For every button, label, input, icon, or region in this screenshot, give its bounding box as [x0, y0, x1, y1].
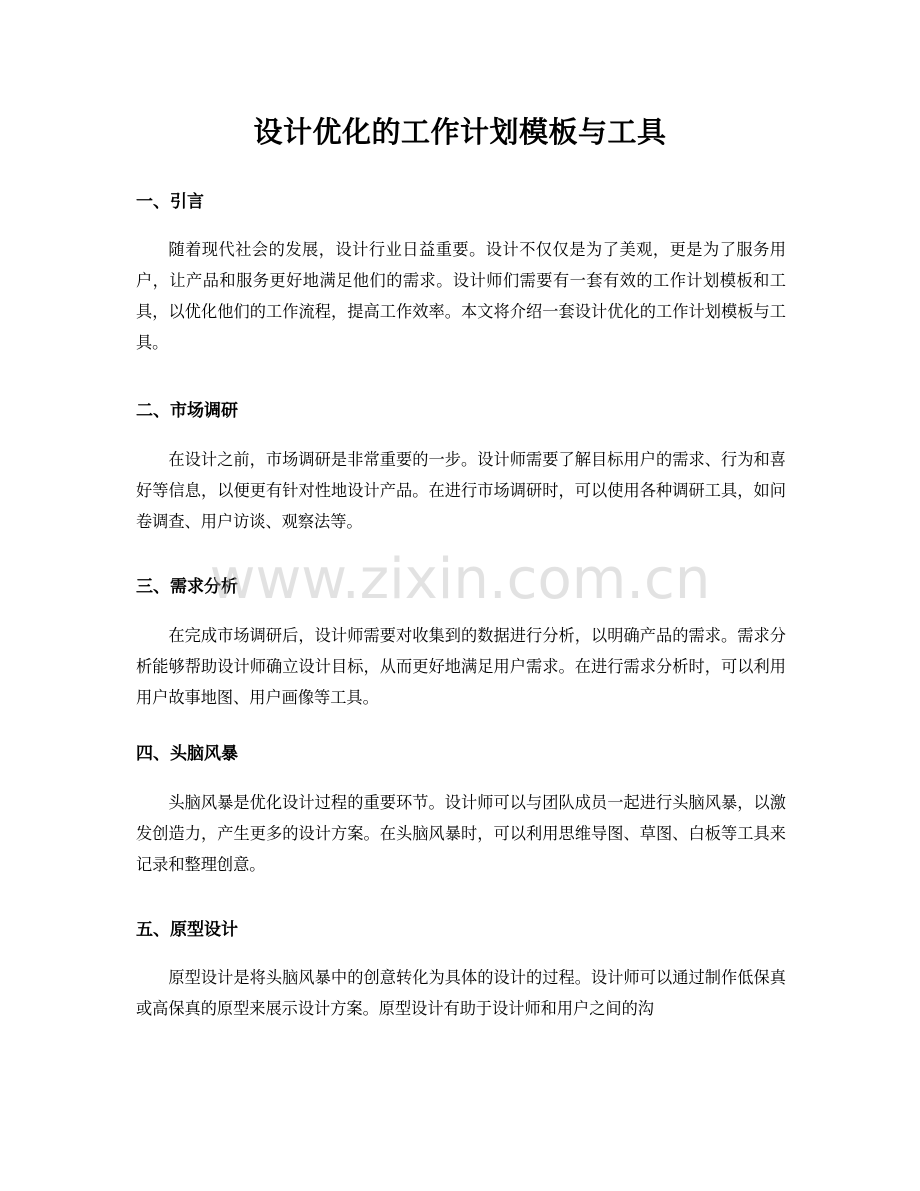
section-body-prototype-design: 原型设计是将头脑风暴中的创意转化为具体的设计的过程。设计师可以通过制作低保真或高保真的原型来展示设计方案。原型设计有助于设计师和用户之间的沟: [136, 968, 786, 1018]
section-heading-requirement-analysis: 三、需求分析: [136, 577, 238, 597]
section-body-requirement-analysis: 在完成市场调研后，设计师需要对收集到的数据进行分析，以明确产品的需求。需求分析能够帮助设计师确立设计目标，从而更好地满足用户需求。在进行需求分析时，可以利用用户故事地图、用户画像等工具。: [136, 626, 786, 707]
section-heading-market-research: 二、市场调研: [136, 401, 238, 421]
section-heading-introduction: 一、引言: [136, 192, 204, 212]
section-body-market-research: 在设计之前，市场调研是非常重要的一步。设计师需要了解目标用户的需求、行为和喜好等信息，以便更有针对性地设计产品。在进行市场调研时，可以使用各种调研工具，如问卷调查、用户访谈、观察法等。: [136, 450, 786, 531]
section-heading-brainstorming: 四、头脑风暴: [136, 744, 238, 764]
page-title: 设计优化的工作计划模板与工具: [253, 115, 667, 149]
watermark-text: www.zixin.com.cn: [209, 547, 711, 612]
section-body-brainstorming: 头脑风暴是优化设计过程的重要环节。设计师可以与团队成员一起进行头脑风暴，以激发创造力，产生更多的设计方案。在头脑风暴时，可以利用思维导图、草图、白板等工具来记录和整理创意。: [136, 793, 786, 874]
section-heading-prototype-design: 五、原型设计: [136, 920, 238, 940]
section-body-introduction: 随着现代社会的发展，设计行业日益重要。设计不仅仅是为了美观，更是为了服务用户，让产品和服务更好地满足他们的需求。设计师们需要有一套有效的工作计划模板和工具，以优化他们的工作流程，提高工作效率。本文将介绍一套设计优化的工作计划模板与工具。: [136, 240, 786, 352]
